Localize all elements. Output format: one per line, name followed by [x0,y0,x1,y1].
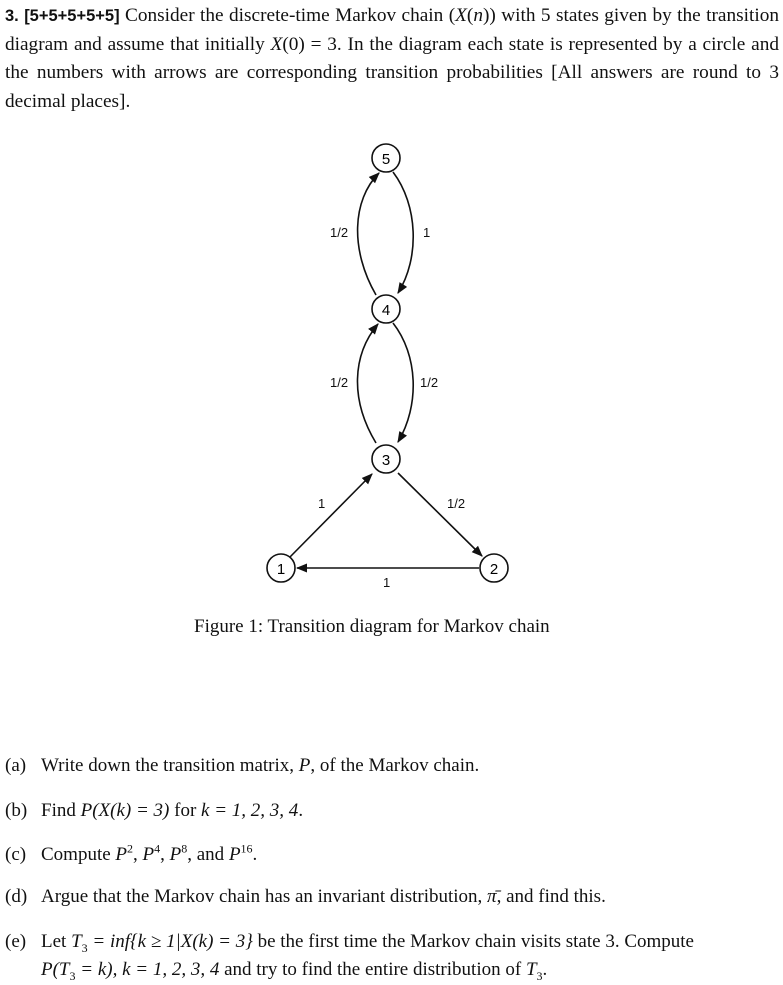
label-p13: 1 [318,496,326,511]
math-subscript: 3 [81,940,88,955]
math-var: T [525,959,537,980]
edge-5-to-4 [393,172,413,293]
edge-4-to-5 [358,173,379,295]
state-3 [372,445,400,473]
svg-text:5: 5 [381,151,391,168]
math-exponent: 8 [181,841,188,856]
math-var: P [228,844,241,865]
svg-text:1: 1 [276,561,286,578]
intro-text: Consider the discrete-time Markov chain ( [119,5,456,26]
state-1 [267,554,295,582]
math-exponent: 4 [154,841,161,856]
figure-caption: Figure 1: Transition diagram for Markov chain [194,616,550,637]
svg-text:2: 2 [489,561,499,578]
math-var: X [455,5,467,26]
question-e [5,928,777,984]
label-p32: 1/2 [447,496,466,511]
question-text: Find [41,800,81,821]
state-4 [372,295,400,323]
edge-4-to-3 [393,323,413,442]
problem-number: 3. [5,7,19,25]
edge-1-to-3 [288,474,372,559]
question-text: . [542,959,548,980]
edge-3-to-2 [398,473,482,556]
label-p54: 1/2 [330,225,349,240]
math-var: π̄ [487,886,497,907]
question-text: be the first time the Markov chain visits state 3. Compute [252,931,694,952]
question-text: . [298,800,304,821]
math-expr: P(X(k) = 3) [80,800,170,821]
label-p45: 1 [423,225,431,240]
question-text: . [252,844,258,865]
question-text: and try to find the entire distribution of [219,959,526,980]
math-exponent: 2 [127,841,134,856]
math-expr: k = 1, 2, 3, 4 [201,800,299,821]
intro-text: )) with 5 states given by the transition diagram and assume that initially [5,5,779,55]
question-label: (e) [5,931,27,952]
question-e-line-1 [5,928,777,956]
state-5 [372,144,400,172]
question-text: , of the Markov chain. [310,755,480,776]
label-p43: 1/2 [330,375,349,390]
math-expr: = k), k = 1, 2, 3, 4 [75,959,220,980]
question-text: Write down the transition matrix, [41,755,299,776]
math-var: n [473,5,483,26]
question-d [5,883,606,911]
question-text: , and [187,844,229,865]
question-label: (b) [5,800,28,821]
intro-text: ( [466,5,474,26]
state-2 [480,554,508,582]
math-expr: P(T [41,959,70,980]
question-text: , and find this. [496,886,606,907]
math-exponent: 16 [240,841,253,856]
question-e-line-2 [5,956,777,984]
label-p21: 1 [383,575,391,590]
question-b [5,797,303,825]
math-expr: = inf{k ≥ 1|X(k) = 3} [87,931,253,952]
math-var: P [169,844,182,865]
question-label: (c) [5,844,27,865]
question-text: Compute [41,844,116,865]
question-text: for [169,800,202,821]
question-a [5,752,479,780]
math-var: P [115,844,128,865]
svg-text:4: 4 [381,302,391,319]
edge-3-to-4 [357,324,378,443]
intro-text: (0) = 3. In the diagram each state is represented by a circle and the numbers with arrows are corresponding transition probabilities [All answers are round to 3 decimal places]. [5,33,779,112]
math-var: P [298,755,311,776]
math-var: X [270,33,283,55]
problem-points: [5+5+5+5+5] [24,7,120,25]
question-c: (c) Compute $P^2$, $P^4$, $P^8$, and $P^{16}$. [5,841,257,869]
svg-text:3: 3 [381,452,391,469]
question-label: (a) [5,755,27,776]
math-subscript: 3 [69,968,76,983]
math-var: P [142,844,155,865]
math-subscript: 3 [536,968,543,983]
question-text: Argue that the Markov chain has an invariant distribution, [41,886,488,907]
label-p34: 1/2 [420,375,439,390]
question-text: Let [41,931,72,952]
question-label: (d) [5,886,28,907]
math-var: T [71,931,82,952]
